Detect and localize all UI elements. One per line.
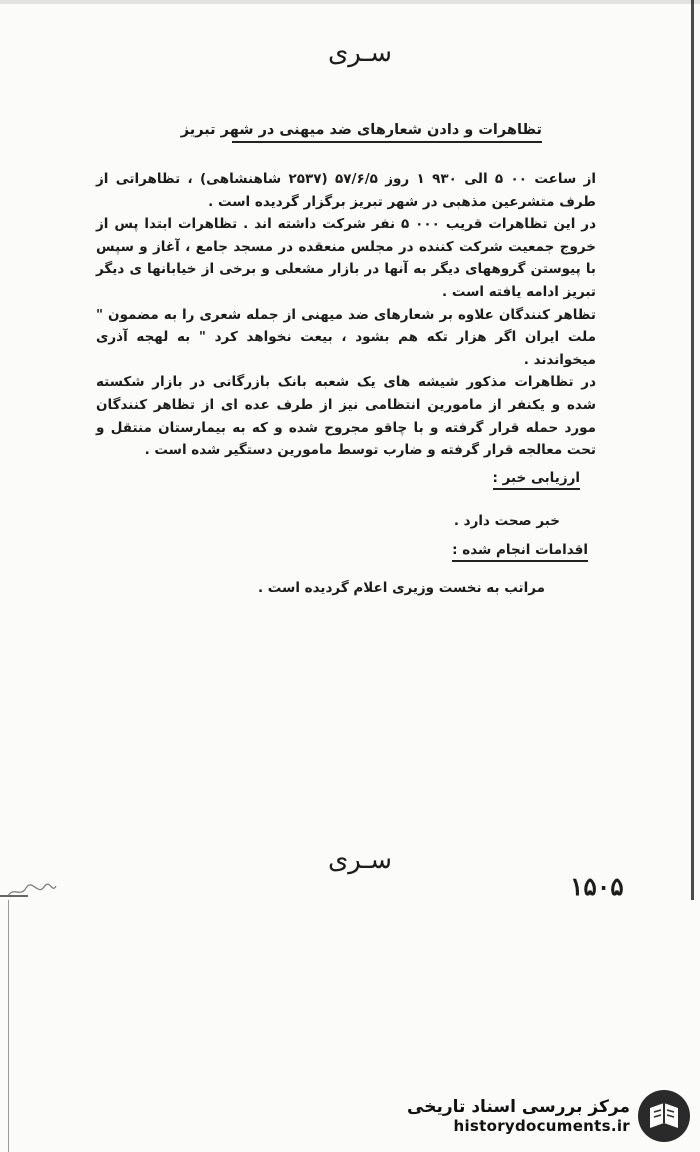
page-number: ۱۵۰۵ <box>570 872 624 901</box>
actions-text: مراتب به نخست وزیری اعلام گردیده است . <box>257 580 545 596</box>
watermark-text <box>407 1097 630 1135</box>
scan-edge-top <box>0 0 700 4</box>
scan-edge-right <box>691 0 694 900</box>
watermark-name: مرکز بررسی اسناد تاریخی <box>407 1097 630 1117</box>
actions-label: اقدامات انجام شده : <box>452 542 588 562</box>
watermark <box>400 1086 692 1146</box>
document-body <box>96 168 596 462</box>
paragraph-2: در این تظاهرات قریب ۰۰۰ ۵ نفر شرکت داشته اند . تظاهرات ابتدا پس از خروج جمعیت شرکت کننده در مجلس منعقده در مسجد جامع ، آغاز و سپس با پیوستن گروههای دیگر به آنها در بازار مشعلی و برخی از خیابانها ی دیگر تبریز ادامه یافته است . <box>96 216 596 300</box>
scan-edge-left <box>8 900 9 1152</box>
evaluation-text: خبر صحت دارد . <box>453 513 560 529</box>
book-logo-icon <box>636 1088 692 1144</box>
evaluation-heading <box>493 470 580 486</box>
classification-bottom: سـری <box>327 845 393 875</box>
evaluation-label: ارزیابی خبر : <box>493 470 580 490</box>
actions-heading <box>452 542 588 558</box>
paragraph-1: از ساعت ۰۰ ۵ الی ۹۳۰ ۱ روز ۵۷/۶/۵ (۲۵۳۷ شاهنشاهی) ، تظاهراتی از طرف متشرعین مذهبی در شهر تبریز برگزار گردیده است . <box>96 171 596 210</box>
watermark-url: historydocuments.ir <box>453 1117 630 1135</box>
classification-top: سـری <box>327 38 393 68</box>
paragraph-4: در تظاهرات مذکور شیشه های یک شعبه بانک بازرگانی در بازار شکسته شده و یکنفر از مامورین انتظامی نیز از طرف عده ای از تظاهر کنندگان مورد حمله قرار گرفته و با چاقو مجروح شده و که به بیمارستان منتقل و تحت معالجه قرار گرفته و ضارب توسط مامورین دستگیر شده است . <box>96 374 596 459</box>
faint-stamp-mark <box>6 882 58 902</box>
document-subject: تظاهرات و دادن شعارهای ضد میهنی در شهر تبریز <box>232 122 542 143</box>
paragraph-3: تظاهر کنندگان علاوه بر شعارهای ضد میهنی از جمله شعری را به مضمون " ملت ایران اگر هزار تکه هم بشود ، بیعت نخواهد کرد " به لهجه آذری میخواندند . <box>96 306 596 368</box>
